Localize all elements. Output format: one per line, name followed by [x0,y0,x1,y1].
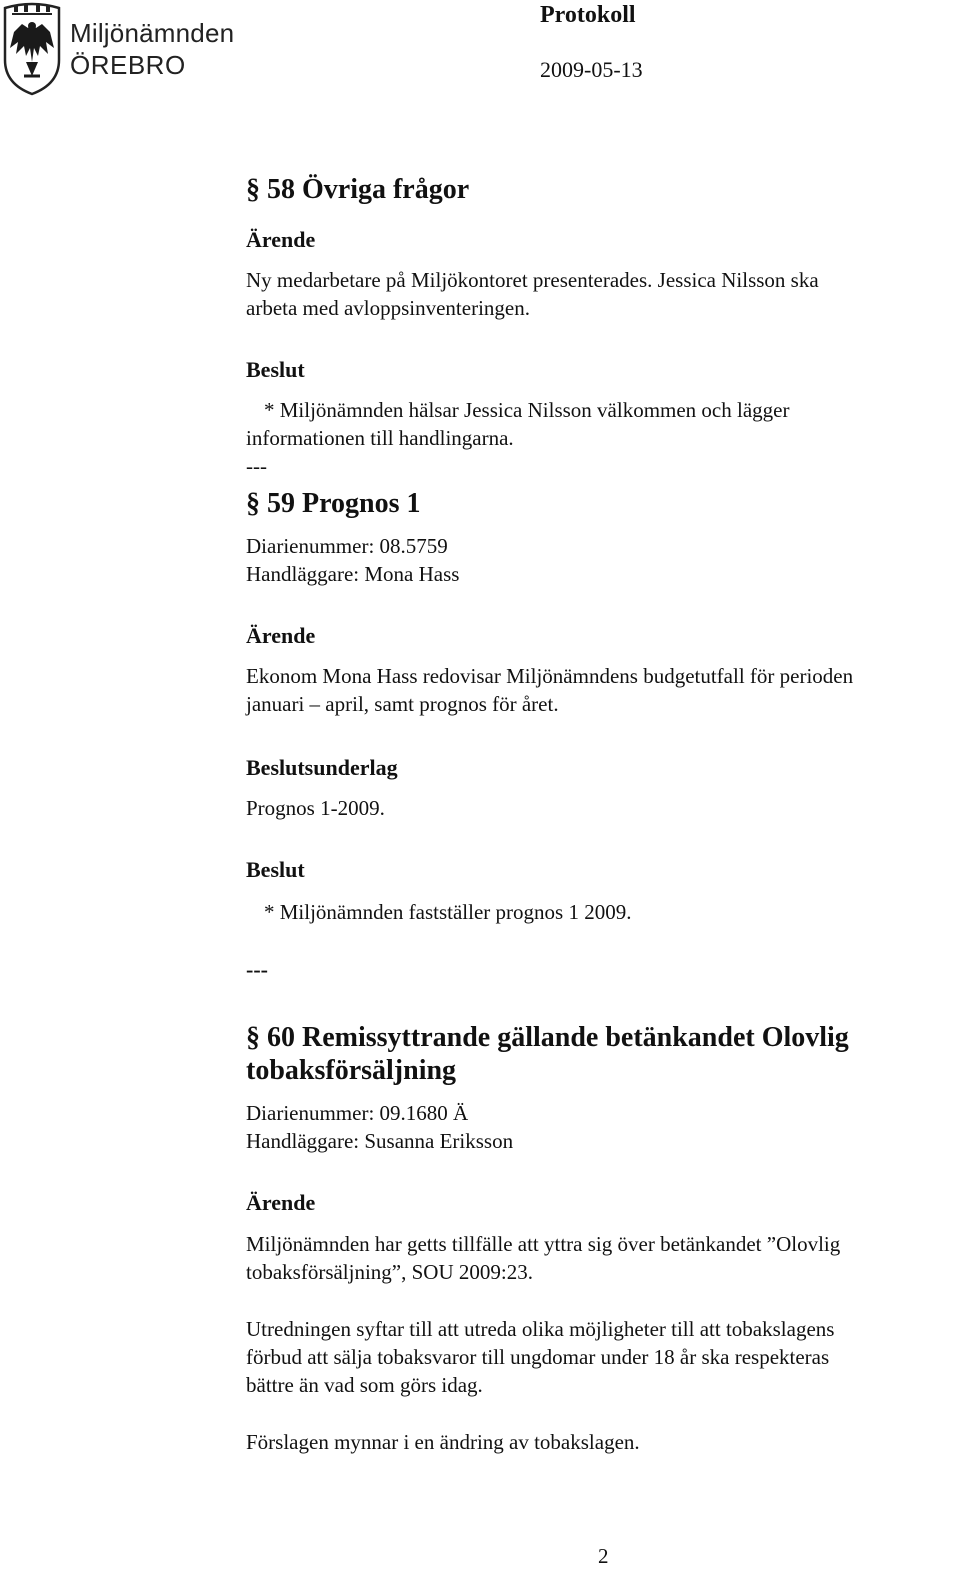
coat-of-arms-icon [2,2,62,96]
section-60-arende-label: Ärende [246,1190,316,1215]
section-58-beslut-line2: informationen till handlingarna. [246,426,514,450]
section-59-underlag-text: Prognos 1-2009. [246,796,385,820]
section-59-arende-line2: januari – april, samt prognos för året. [246,692,559,716]
header-logo [0,0,240,100]
section-60-para3-line1: Förslagen mynnar i en ändring av tobakslagen. [246,1430,640,1454]
section-60-arende-line1: Miljönämnden har getts tillfälle att yttra sig över betänkandet ”Olovlig [246,1232,841,1256]
section-58-arende-line1: Ny medarbetare på Miljökontoret presenterades. Jessica Nilsson ska [246,268,819,292]
section-59-beslut-label: Beslut [246,857,305,882]
section-60-title-line1: § 60 Remissyttrande gällande betänkandet Olovlig [246,1022,849,1053]
section-59-underlag-label: Beslutsunderlag [246,755,398,780]
section-60-para2-line2: förbud att sälja tobaksvaror till ungdomar under 18 år ska respekteras [246,1345,830,1369]
city-name: ÖREBRO [70,50,186,80]
section-58-beslut-line1: * Miljönämnden hälsar Jessica Nilsson välkommen och lägger [264,398,790,422]
section-60-diarienummer: Diarienummer: 09.1680 Ä [246,1101,469,1125]
section-59-handlaggare: Handläggare: Mona Hass [246,562,460,586]
section-59-title: § 59 Prognos 1 [246,488,421,519]
section-59-arende-label: Ärende [246,623,316,648]
page-number: 2 [598,1544,609,1568]
document-type: Protokoll [540,2,636,28]
section-59-diarienummer: Diarienummer: 08.5759 [246,534,448,558]
section-58-title: § 58 Övriga frågor [246,174,470,205]
document-date: 2009-05-13 [540,57,643,82]
section-60-arende-line2: tobaksförsäljning”, SOU 2009:23. [246,1260,533,1284]
section-60-para2-line3: bättre än vad som görs idag. [246,1373,483,1397]
section-58-beslut-label: Beslut [246,357,305,382]
section-58-separator: --- [246,454,267,478]
section-59-beslut-line1: * Miljönämnden fastställer prognos 1 2009. [264,900,632,924]
section-59-separator: --- [246,957,268,982]
section-58-arende-label: Ärende [246,227,316,252]
section-60-handlaggare: Handläggare: Susanna Eriksson [246,1129,514,1153]
section-60-title-line2: tobaksförsäljning [246,1055,457,1086]
org-name: Miljönämnden [70,18,235,48]
section-59-arende-line1: Ekonom Mona Hass redovisar Miljönämndens budgetutfall för perioden [246,664,854,688]
section-60-para2-line1: Utredningen syftar till att utreda olika möjligheter till att tobakslagens [246,1317,835,1341]
section-58-arende-line2: arbeta med avloppsinventeringen. [246,296,530,320]
